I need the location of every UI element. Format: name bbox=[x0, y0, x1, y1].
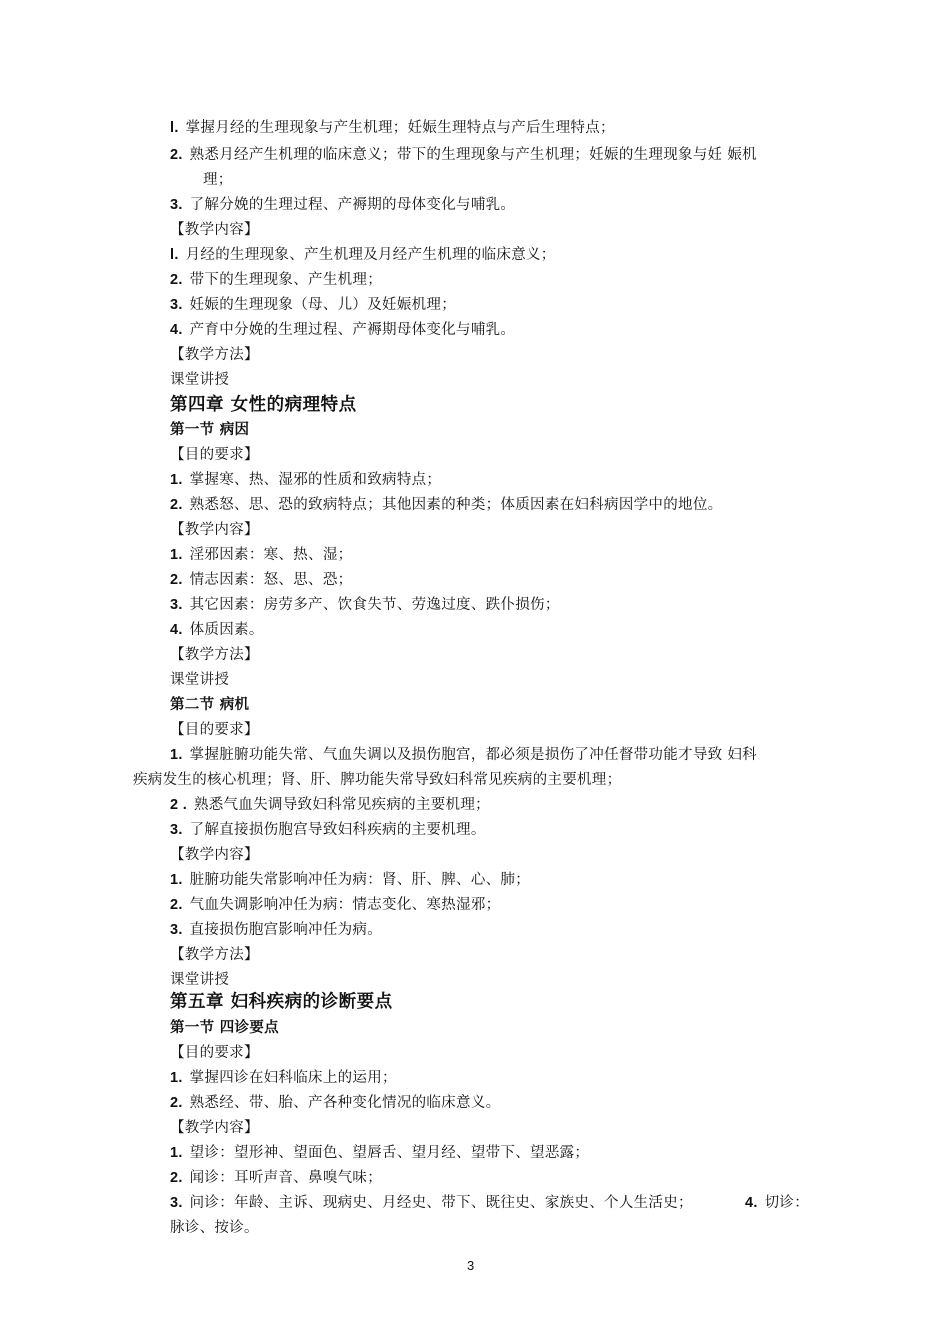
list-number: 2. bbox=[170, 147, 183, 163]
objective-line bbox=[170, 470, 441, 490]
section-heading bbox=[170, 695, 249, 715]
list-number: 4. bbox=[170, 622, 183, 638]
line-text: 掌握寒、热、湿邪的性质和致病特点； bbox=[189, 472, 442, 488]
content-line bbox=[170, 295, 456, 315]
list-number: 1. bbox=[170, 547, 183, 563]
line-text: 课堂讲授 bbox=[170, 672, 230, 688]
line-text: 熟悉月经产生机理的临床意义；带下的生理现象与产生机理；妊娠的生理现象与妊 娠机 bbox=[189, 147, 757, 163]
line-text: 熟悉经、带、胎、产各种变化情况的临床意义。 bbox=[189, 1095, 501, 1111]
objective-line-cont bbox=[133, 770, 621, 790]
section-label bbox=[170, 1043, 259, 1063]
list-number: 3. bbox=[170, 1195, 183, 1211]
list-number: 4. bbox=[745, 1195, 758, 1211]
section-label bbox=[170, 220, 259, 240]
line-text: 脉诊、按诊。 bbox=[170, 1220, 259, 1236]
method-text bbox=[170, 970, 229, 990]
line-text: 【教学内容】 bbox=[170, 222, 259, 238]
line-text: 第二节 病机 bbox=[170, 697, 250, 713]
list-number: l. bbox=[170, 120, 179, 136]
line-text: 【教学方法】 bbox=[170, 647, 259, 663]
list-number: 1. bbox=[170, 1145, 183, 1161]
section-label bbox=[170, 520, 259, 540]
list-number: 2. bbox=[170, 1170, 183, 1186]
list-number: 1. bbox=[170, 872, 183, 888]
list-number: 3. bbox=[170, 597, 183, 613]
line-text: 其它因素：房劳多产、饮食失节、劳逸过度、跌仆损伤； bbox=[189, 597, 560, 613]
line-text: 了解分娩的生理过程、产褥期的母体变化与哺乳。 bbox=[189, 197, 516, 213]
list-number: 3. bbox=[170, 822, 183, 838]
line-text: 课堂讲授 bbox=[170, 972, 230, 988]
objective-line bbox=[170, 118, 615, 138]
line-text: 掌握脏腑功能失常、气血失调以及损伤胞宫，都必须是损伤了冲任督带功能才导致 妇科 bbox=[189, 747, 757, 763]
line-text: 【教学内容】 bbox=[170, 522, 259, 538]
list-number: 2. bbox=[170, 497, 183, 513]
section-label bbox=[170, 645, 259, 665]
page-number: 3 bbox=[467, 1258, 475, 1273]
list-number: 1. bbox=[170, 747, 183, 763]
line-text: 情志因素：怒、思、恐； bbox=[189, 572, 353, 588]
method-text bbox=[170, 670, 229, 690]
content-line bbox=[170, 1193, 693, 1213]
objective-line-cont bbox=[203, 170, 233, 190]
line-text: 第一节 四诊要点 bbox=[170, 1020, 279, 1036]
line-text: 脏腑功能失常影响冲任为病：肾、肝、脾、心、肺； bbox=[189, 872, 531, 888]
line-text: 产育中分娩的生理过程、产褥期母体变化与哺乳。 bbox=[189, 322, 516, 338]
content-line bbox=[170, 595, 560, 615]
section-label bbox=[170, 845, 259, 865]
line-text: 理； bbox=[203, 172, 233, 188]
list-number: 1. bbox=[170, 1070, 183, 1086]
content-line bbox=[170, 545, 352, 565]
line-text: 妊娠的生理现象（母、儿）及妊娠机理； bbox=[189, 297, 457, 313]
line-text: 【教学方法】 bbox=[170, 347, 259, 363]
content-line bbox=[170, 870, 530, 890]
section-heading bbox=[170, 420, 249, 440]
section-label bbox=[170, 945, 259, 965]
content-line bbox=[170, 920, 382, 940]
list-number: l. bbox=[170, 247, 179, 263]
line-text: 【目的要求】 bbox=[170, 1045, 259, 1061]
objective-line bbox=[170, 145, 757, 165]
line-text: 【目的要求】 bbox=[170, 447, 259, 463]
line-text: 掌握四诊在妇科临床上的运用； bbox=[189, 1070, 397, 1086]
list-number: 3. bbox=[170, 197, 183, 213]
list-number: 2 . bbox=[170, 797, 188, 813]
line-text: 带下的生理现象、产生机理； bbox=[189, 272, 383, 288]
content-line bbox=[170, 320, 515, 340]
line-text: 熟悉怒、思、恐的致病特点；其他因素的种类；体质因素在妇科病因学中的地位。 bbox=[189, 497, 723, 513]
list-number: 4. bbox=[170, 322, 183, 338]
method-text bbox=[170, 370, 229, 390]
content-line-cont bbox=[170, 1218, 259, 1238]
content-line bbox=[170, 270, 382, 290]
section-label bbox=[170, 445, 259, 465]
objective-line bbox=[170, 820, 486, 840]
objective-line bbox=[170, 195, 515, 215]
line-text: 疾病发生的核心机理；肾、肝、脾功能失常导致妇科常见疾病的主要机理； bbox=[133, 772, 622, 788]
line-text: 第一节 病因 bbox=[170, 422, 250, 438]
line-text: 第四章 女性的病理特点 bbox=[170, 395, 357, 415]
line-text: 切诊： bbox=[764, 1195, 810, 1211]
line-text: 气血失调影响冲任为病：情志变化、寒热湿邪； bbox=[189, 897, 501, 913]
line-text: 了解直接损伤胞宫导致妇科疾病的主要机理。 bbox=[189, 822, 486, 838]
list-number: 2. bbox=[170, 1095, 183, 1111]
line-text: 第五章 妇科疾病的诊断要点 bbox=[170, 992, 393, 1012]
section-label bbox=[170, 720, 259, 740]
list-number: 3. bbox=[170, 297, 183, 313]
content-line bbox=[170, 620, 264, 640]
line-text: 【目的要求】 bbox=[170, 722, 259, 738]
list-number: 2. bbox=[170, 572, 183, 588]
objective-line bbox=[170, 795, 490, 815]
section-label bbox=[170, 345, 259, 365]
line-text: 熟悉气血失调导致妇科常见疾病的主要机理； bbox=[193, 797, 490, 813]
chapter-heading bbox=[170, 393, 357, 417]
chapter-heading bbox=[170, 990, 393, 1014]
content-line bbox=[170, 245, 556, 265]
line-text: 课堂讲授 bbox=[170, 372, 230, 388]
content-line bbox=[170, 895, 500, 915]
content-line bbox=[170, 1168, 382, 1188]
content-line bbox=[170, 570, 352, 590]
objective-line bbox=[170, 495, 722, 515]
line-text: 月经的生理现象、产生机理及月经产生机理的临床意义； bbox=[185, 247, 556, 263]
line-text: 【教学内容】 bbox=[170, 1120, 259, 1136]
objective-line bbox=[170, 745, 757, 765]
list-number: 3. bbox=[170, 922, 183, 938]
list-number: 1. bbox=[170, 472, 183, 488]
line-text: 掌握月经的生理现象与产生机理；妊娠生理特点与产后生理特点； bbox=[185, 120, 615, 136]
line-text: 淫邪因素：寒、热、湿； bbox=[189, 547, 353, 563]
line-text: 直接损伤胞宫影响冲任为病。 bbox=[189, 922, 383, 938]
line-text: 望诊：望形神、望面色、望唇舌、望月经、望带下、望恶露； bbox=[189, 1145, 590, 1161]
line-text: 【教学方法】 bbox=[170, 947, 259, 963]
objective-line bbox=[170, 1068, 397, 1088]
section-label bbox=[170, 1118, 259, 1138]
list-number: 2. bbox=[170, 897, 183, 913]
section-heading bbox=[170, 1018, 279, 1038]
line-text: 【教学内容】 bbox=[170, 847, 259, 863]
objective-line bbox=[170, 1093, 500, 1113]
line-text: 问诊：年龄、主诉、现病史、月经史、带下、既往史、家族史、个人生活史； bbox=[189, 1195, 693, 1211]
content-line bbox=[170, 1143, 589, 1163]
line-text: 体质因素。 bbox=[189, 622, 264, 638]
line-text: 闻诊：耳听声音、鼻嗅气味； bbox=[189, 1170, 383, 1186]
content-line bbox=[745, 1193, 809, 1213]
list-number: 2. bbox=[170, 272, 183, 288]
